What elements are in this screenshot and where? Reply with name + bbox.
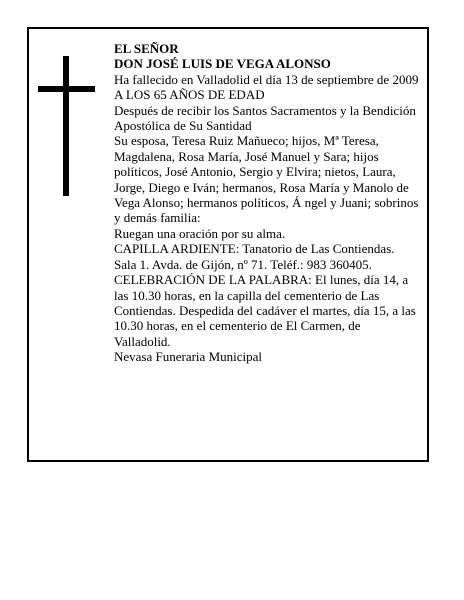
cross-icon-horizontal-bar xyxy=(38,86,95,92)
age-line: A LOS 65 AÑOS DE EDAD xyxy=(114,87,265,103)
obituary-text xyxy=(114,41,420,365)
family-list: Su esposa, Teresa Ruiz Mañueco; hijos, Mª Teresa, Magdalena, Rosa María, José Manuel y Sara; hijos políticos, José Antonio, Sergio y Elvira; nietos, Laura, Jorge, Diego e Iván; hermanos, Rosa María y Manolo de Vega Alonso; hermanos políticos, Á ngel y Juani; sobrinos y demás familia: xyxy=(114,133,419,226)
notice-title: EL SEÑOR xyxy=(114,41,179,56)
chapel-info: CAPILLA ARDIENTE: Tanatorio de Las Contiendas. Sala 1. Avda. de Gijón, nº 71. Teléf.: 983 360405. xyxy=(114,241,395,272)
sacraments-line: Después de recibir los Santos Sacramentos y la Bendición Apostólica de Su Santidad xyxy=(114,102,416,134)
ceremony-info: CELEBRACIÓN DE LA PALABRA: El lunes, día 14, a las 10.30 horas, en la capilla del cementerio de Las Contiendas. Despedida del cadáver el martes, día 15, a las 10.30 horas, en el cementerio de El Carmen, de Valladolid. xyxy=(114,272,416,349)
cross-icon-vertical-bar xyxy=(63,56,69,196)
funeral-home: Nevasa Funeraria Municipal xyxy=(114,349,263,365)
death-info: Ha fallecido en Valladolid el día 13 de septiembre de 2009 xyxy=(114,71,419,87)
prayer-request: Ruegan una oración por su alma. xyxy=(114,225,286,241)
deceased-name: DON JOSÉ LUIS DE VEGA ALONSO xyxy=(114,56,331,72)
